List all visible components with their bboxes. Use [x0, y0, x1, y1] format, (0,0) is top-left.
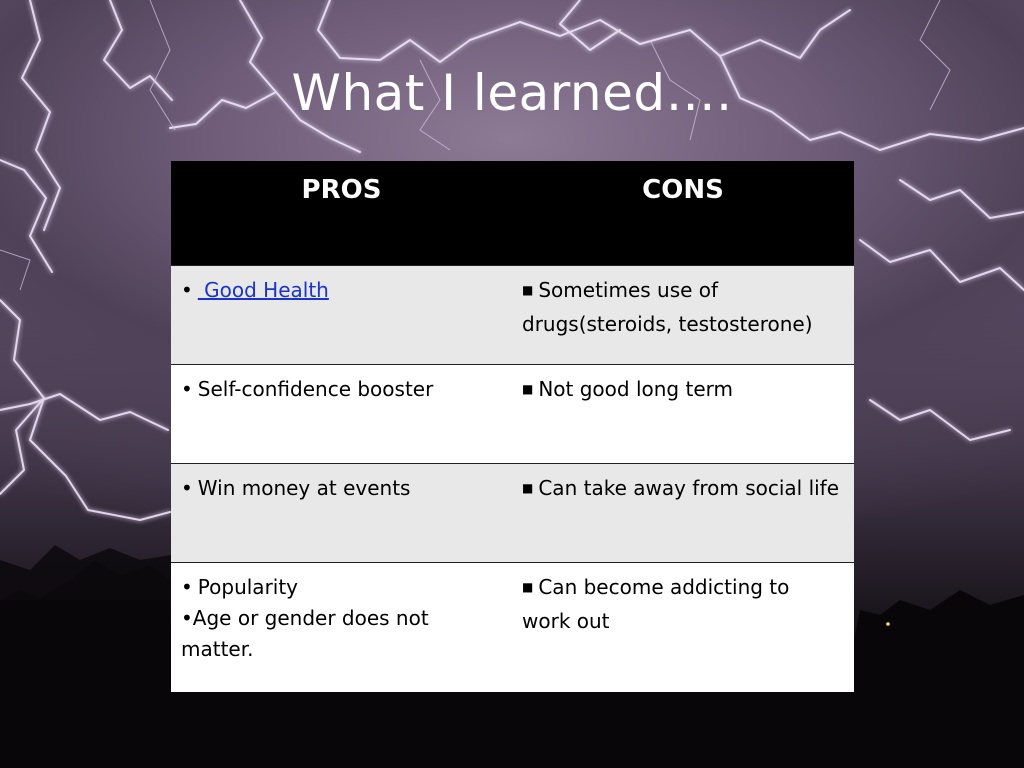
cons-item: Can become addicting to work out — [522, 575, 790, 633]
pros-cons-table — [171, 161, 854, 692]
bullet-icon: • — [181, 606, 193, 630]
cons-cell — [512, 365, 854, 464]
cons-item: Can take away from social life — [538, 476, 840, 500]
pros-item — [181, 473, 502, 504]
pros-item-text: Self-confidence booster — [197, 377, 434, 401]
bullet-icon: • — [181, 575, 193, 599]
pros-item — [181, 275, 502, 306]
cons-cell — [512, 464, 854, 563]
cons-cell — [512, 563, 854, 693]
pros-item-text: Age or gender does not matter. — [181, 606, 429, 661]
pros-cell — [171, 563, 512, 693]
square-bullet-icon: ■ — [522, 481, 534, 495]
good-health-link[interactable]: Good Health — [197, 278, 329, 302]
pros-item — [181, 603, 502, 665]
square-bullet-icon: ■ — [522, 580, 534, 594]
cons-item: Sometimes use of drugs(steroids, testosterone) — [522, 278, 813, 336]
pros-item — [181, 374, 502, 405]
bullet-icon: • — [181, 377, 193, 401]
cons-item: Not good long term — [538, 377, 733, 401]
square-bullet-icon: ■ — [522, 382, 534, 396]
table-row — [171, 266, 854, 365]
pros-item-text: Popularity — [197, 575, 299, 599]
pros-item — [181, 572, 502, 603]
table-row — [171, 563, 854, 693]
square-bullet-icon: ■ — [522, 283, 534, 297]
pros-cell — [171, 266, 512, 365]
pros-cell — [171, 365, 512, 464]
bullet-icon: • — [181, 278, 193, 302]
bullet-icon: • — [181, 476, 193, 500]
slide-title: What I learned…. — [291, 64, 733, 122]
cons-header: CONS — [512, 161, 854, 266]
table-row — [171, 464, 854, 563]
pros-cell — [171, 464, 512, 563]
cons-cell — [512, 266, 854, 365]
table-row — [171, 365, 854, 464]
pros-item-text: Win money at events — [197, 476, 411, 500]
table-header-row — [171, 161, 854, 266]
pros-header: PROS — [171, 161, 512, 266]
